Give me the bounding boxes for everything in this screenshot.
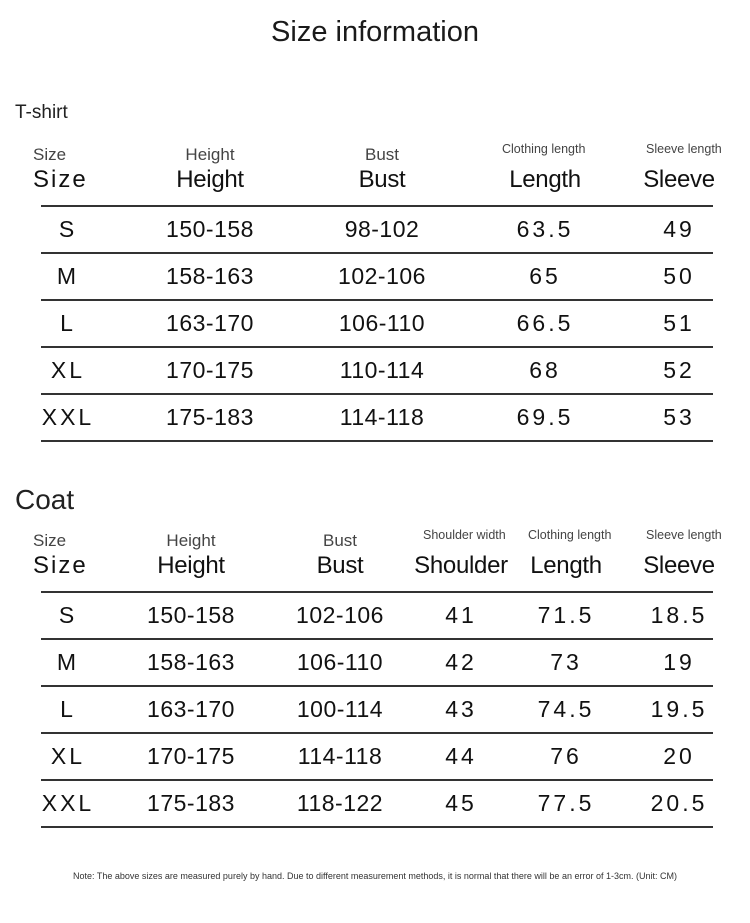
- coat-section-label: Coat: [15, 484, 75, 515]
- header-cell: [317, 142, 447, 205]
- table-cell: 98-102: [344, 216, 420, 242]
- table-cell: S: [58, 602, 78, 628]
- header-small-label: Clothing length: [502, 142, 586, 156]
- tshirt-section-label: T-shirt: [15, 102, 68, 123]
- table-cell: 45: [445, 790, 477, 816]
- coat-size-table: [33, 528, 722, 828]
- table-cell: 66.5: [516, 310, 574, 336]
- footnote: Note: The above sizes are measured purely by hand. Due to different measurement methods, it is normal that there will be an error of 1-3cm. (Unit: CM): [73, 871, 677, 881]
- table-cell: 106-110: [296, 649, 384, 675]
- tshirt-size-table: [33, 142, 722, 442]
- table-cell: 175-183: [166, 404, 254, 430]
- table-cell: 50: [663, 263, 695, 289]
- table-row: [41, 301, 713, 348]
- table-cell: 20.5: [650, 790, 708, 816]
- table-cell: 77.5: [537, 790, 595, 816]
- page-title: Size information: [271, 16, 479, 48]
- table-cell: 114-118: [339, 404, 425, 430]
- table-header: [33, 528, 722, 593]
- table-row: [41, 348, 713, 395]
- table-cell: 20: [663, 743, 695, 769]
- header-cell: [275, 528, 405, 591]
- table-cell: XL: [50, 743, 86, 769]
- table-cell: M: [56, 263, 80, 289]
- header-small-label: Bust: [322, 531, 358, 550]
- table-cell: 163-170: [147, 696, 235, 722]
- header-big-label: Length: [509, 166, 581, 193]
- header-big-label: Bust: [316, 552, 364, 579]
- header-big-label: Bust: [358, 166, 406, 193]
- table-cell: 41: [445, 602, 477, 628]
- header-big-label: Shoulder: [414, 552, 508, 579]
- table-row: [41, 781, 713, 828]
- table-cell: 118-122: [296, 790, 384, 816]
- header-small-label: Height: [185, 145, 235, 164]
- table-row: [41, 734, 713, 781]
- header-small-label: Size: [33, 531, 67, 550]
- table-cell: XXL: [41, 404, 95, 430]
- table-cell: 49: [663, 216, 695, 242]
- table-cell: 106-110: [338, 310, 426, 336]
- header-small-label: Size: [33, 145, 67, 164]
- header-cell: [516, 528, 616, 591]
- table-cell: 158-163: [147, 649, 235, 675]
- header-cell: [33, 528, 103, 591]
- header-big-label: Size: [33, 166, 88, 193]
- table-cell: 158-163: [166, 263, 254, 289]
- table-cell: 44: [445, 743, 477, 769]
- table-cell: 73: [550, 649, 582, 675]
- table-cell: 63.5: [516, 216, 574, 242]
- header-cell: [145, 142, 275, 205]
- table-cell: 68: [529, 357, 561, 383]
- table-cell: L: [60, 310, 76, 336]
- table-row: [41, 593, 713, 640]
- table-cell: 69.5: [516, 404, 574, 430]
- header-cell: [411, 528, 511, 591]
- table-cell: 163-170: [166, 310, 254, 336]
- table-cell: M: [56, 649, 80, 675]
- header-big-label: Height: [157, 552, 225, 579]
- table-row: [41, 207, 713, 254]
- header-big-label: Size: [33, 552, 88, 579]
- table-cell: 102-106: [338, 263, 426, 289]
- table-cell: 110-114: [339, 357, 425, 383]
- table-cell: 170-175: [147, 743, 235, 769]
- table-cell: 150-158: [147, 602, 235, 628]
- header-cell: [634, 528, 724, 591]
- table-cell: 102-106: [296, 602, 384, 628]
- table-cell: 19.5: [650, 696, 708, 722]
- table-row: [41, 254, 713, 301]
- header-big-label: Sleeve: [643, 552, 715, 579]
- table-row: [41, 640, 713, 687]
- header-small-label: Height: [166, 531, 216, 550]
- table-cell: 65: [529, 263, 561, 289]
- table-cell: 76: [550, 743, 582, 769]
- table-cell: XXL: [41, 790, 95, 816]
- header-small-label: Shoulder width: [423, 528, 506, 542]
- table-cell: 170-175: [166, 357, 254, 383]
- header-small-label: Clothing length: [528, 528, 612, 542]
- table-cell: XL: [50, 357, 86, 383]
- table-cell: S: [58, 216, 78, 242]
- header-big-label: Sleeve: [643, 166, 715, 193]
- header-big-label: Height: [176, 166, 244, 193]
- table-row: [41, 395, 713, 442]
- table-cell: 114-118: [297, 743, 383, 769]
- header-small-label: Sleeve length: [646, 142, 722, 156]
- table-cell: 42: [445, 649, 477, 675]
- table-cell: 175-183: [147, 790, 235, 816]
- table-cell: 18.5: [650, 602, 708, 628]
- table-cell: 52: [663, 357, 695, 383]
- header-cell: [33, 142, 103, 205]
- table-cell: L: [60, 696, 76, 722]
- header-big-label: Length: [530, 552, 602, 579]
- header-cell: [634, 142, 724, 205]
- table-cell: 74.5: [537, 696, 595, 722]
- table-row: [41, 687, 713, 734]
- table-cell: 53: [663, 404, 695, 430]
- table-cell: 51: [663, 310, 695, 336]
- table-cell: 71.5: [537, 602, 595, 628]
- table-cell: 19: [663, 649, 695, 675]
- table-header: [33, 142, 722, 207]
- header-small-label: Sleeve length: [646, 528, 722, 542]
- header-cell: [126, 528, 256, 591]
- header-small-label: Bust: [364, 145, 400, 164]
- table-cell: 43: [445, 696, 477, 722]
- table-cell: 150-158: [166, 216, 254, 242]
- table-cell: 100-114: [296, 696, 384, 722]
- header-cell: [490, 142, 600, 205]
